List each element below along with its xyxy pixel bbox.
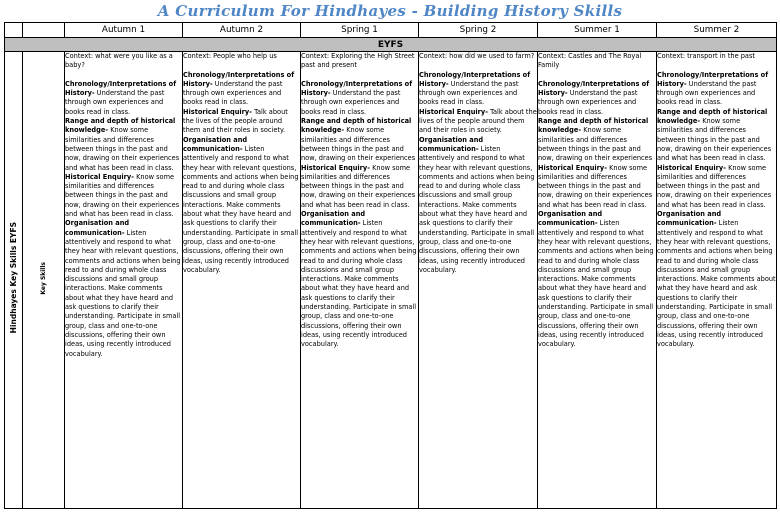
term-header: Spring 1 <box>301 23 419 38</box>
term-header: Autumn 2 <box>183 23 301 38</box>
skill-heading: Organisation and communication- <box>419 135 484 153</box>
skill-text: Listen attentively and respond to what they hear with relevant questions, comments and actions when being read to and during whole class discussions and small group interactions. Make comments about what they have heard and ask questions to clarify their understanding. Participate in small group, class and one-to-one discussions, offering their own ideas, using recently introduced vocabulary. <box>538 219 654 349</box>
skill-text: Understand the past through own experiences and books read in class. <box>657 79 757 107</box>
skill-heading: Chronology/Interpretations of History- <box>419 70 531 88</box>
term-cell <box>301 52 419 509</box>
skill-heading: Range and depth of historical knowledge- <box>301 117 412 135</box>
skill-text: Understand the past through own experiences and books read in class. <box>538 89 638 116</box>
skill-heading: Organisation and communication- <box>538 210 603 228</box>
curriculum-table <box>4 22 777 509</box>
skill-text: Understand the past through own experiences and books read in class. <box>419 79 519 107</box>
row-label-cell <box>23 52 65 509</box>
skill-text: Understand the past through own experiences and books read in class. <box>183 79 283 107</box>
skill-text: Know some similarities and differences between things in the past and now, drawing on their experiences <box>538 126 653 163</box>
eyfs-band-row <box>5 38 777 52</box>
skill-heading: Range and depth of historical knowledge- <box>657 107 768 126</box>
skill-text: Know some similarities and differences between things in the past and now, drawing on their experiences and what has been read in class. <box>301 163 416 209</box>
skill-text: Know some similarities and differences between things in the past and now, drawing on their experiences and what has been read in class. <box>538 163 653 209</box>
skill-heading: Range and depth of historical knowledge- <box>65 117 176 135</box>
term-cell <box>538 52 657 509</box>
term-cell <box>65 52 183 509</box>
skill-text: Know some similarities and differences between things in the past and now, drawing on their experiences and what has been read in class. <box>657 117 772 163</box>
skill-heading: Range and depth of historical knowledge- <box>538 117 649 135</box>
context-text: Context: Exploring the High Street past and present <box>301 52 415 70</box>
skill-text: Listen attentively and respond to what they hear with relevant questions, comments and actions when being read to and during whole class discussions and small group interactions. Make comments about what they have heard and ask questions to clarify their understanding. Participate in small group, class and one-to-one discussions, offering their own ideas, using recently introduced vocabulary. <box>183 144 299 274</box>
eyfs-band: EYFS <box>5 38 777 52</box>
skill-heading: Chronology/Interpretations of History- <box>538 79 650 98</box>
context-text: Context: how did we used to farm? <box>419 52 535 60</box>
skill-text: Know some similarities and differences between things in the past and now, drawing on their experiences <box>301 126 416 163</box>
skill-text: Know some similarities and differences between things in the past and now, drawing on their experiences and what has been read in class. <box>657 163 772 209</box>
skill-text: Talk about the lives of the people around them and their roles in society. <box>419 107 537 135</box>
side-label-cell <box>5 52 23 509</box>
term-cell <box>419 52 538 509</box>
key-skills-row <box>5 52 777 509</box>
skill-text: Listen attentively and respond to what they hear with relevant questions, comments and actions when being read to and during whole class discussions and small group interactions. Make comments about what they have heard and ask questions to clarify their understanding. Participate in small group, class and one-to-one discussions, offering their own ideas, using recently introduced vocabulary. <box>419 144 535 274</box>
skill-heading: Organisation and communication- <box>183 135 248 153</box>
skill-text: Listen attentively and respond to what they hear with relevant questions, comments and actions when being read to and during whole class discussions and small group interactions. Make comments about what they have heard and ask questions to clarify their understanding. Participate in small group, class and one-to-one discussions, offering their own ideas, using recently introduced vocabulary. <box>301 219 417 349</box>
term-header: Autumn 1 <box>65 23 183 38</box>
corner-cell <box>23 23 65 38</box>
page-title: A Curriculum For Hindhayes - Building History Skills <box>157 2 623 20</box>
skill-heading: Organisation and communication- <box>65 219 130 237</box>
term-header-row <box>5 23 777 38</box>
skill-heading: Organisation and communication- <box>301 210 366 228</box>
skill-heading: Chronology/Interpretations of History- <box>183 70 295 88</box>
row-label: Key Skills <box>40 262 47 295</box>
term-header: Summer 1 <box>538 23 657 38</box>
skill-heading: Historical Enquiry- <box>419 107 488 116</box>
context-text: Context: Castles and The Royal Family <box>538 52 642 70</box>
skill-text: Know some similarities and differences between things in the past and now, drawing on their experiences and what has been read in class. <box>65 126 180 172</box>
skill-text: Understand the past through own experiences and books read in class. <box>65 89 165 116</box>
term-header: Spring 2 <box>419 23 538 38</box>
skill-heading: Chronology/Interpretations of History- <box>657 70 769 88</box>
term-header: Summer 2 <box>657 23 777 38</box>
skill-text: Listen attentively and respond to what they hear with relevant questions, comments and actions when being read to and during whole class discussions and small group interactions. Make comments about what they have heard and ask questions to clarify their understanding. Participate in small group, class and one-to-one discussions, offering their own ideas, using recently introduced vocabulary. <box>657 219 776 349</box>
skill-heading: Historical Enquiry- <box>65 172 134 181</box>
context-text: Context: what were you like as a baby? <box>65 52 173 70</box>
skill-heading: Organisation and communication- <box>657 210 722 228</box>
skill-heading: Historical Enquiry- <box>183 107 252 116</box>
term-cell <box>657 52 777 509</box>
skill-heading: Historical Enquiry- <box>657 163 726 172</box>
skill-heading: Chronology/Interpretations of History- <box>301 79 413 98</box>
skill-text: Understand the past through own experiences and books read in class. <box>301 89 401 116</box>
corner-cell <box>5 23 23 38</box>
skill-heading: Historical Enquiry- <box>538 163 607 172</box>
skill-text: Talk about the lives of the people around them and their roles in society. <box>183 107 288 135</box>
skill-heading: Chronology/Interpretations of History- <box>65 79 177 98</box>
context-text: Context: transport in the past <box>657 52 755 60</box>
term-cell <box>183 52 301 509</box>
skill-text: Listen attentively and respond to what they hear with relevant questions, comments and actions when being read to and during whole class discussions and small group interactions. Make comments about what they have heard and ask questions to clarify their understanding. Participate in small group, class and one-to-one discussions, offering their own ideas, using recently introduced vocabulary. <box>65 228 181 358</box>
skill-text: Know some similarities and differences between things in the past and now, drawing on their experiences and what has been read in class. <box>65 172 180 219</box>
skill-heading: Historical Enquiry- <box>301 163 370 172</box>
side-label: Hindhayes Key Skills EYFS <box>9 222 18 334</box>
context-text: Context: People who help us <box>183 52 277 60</box>
